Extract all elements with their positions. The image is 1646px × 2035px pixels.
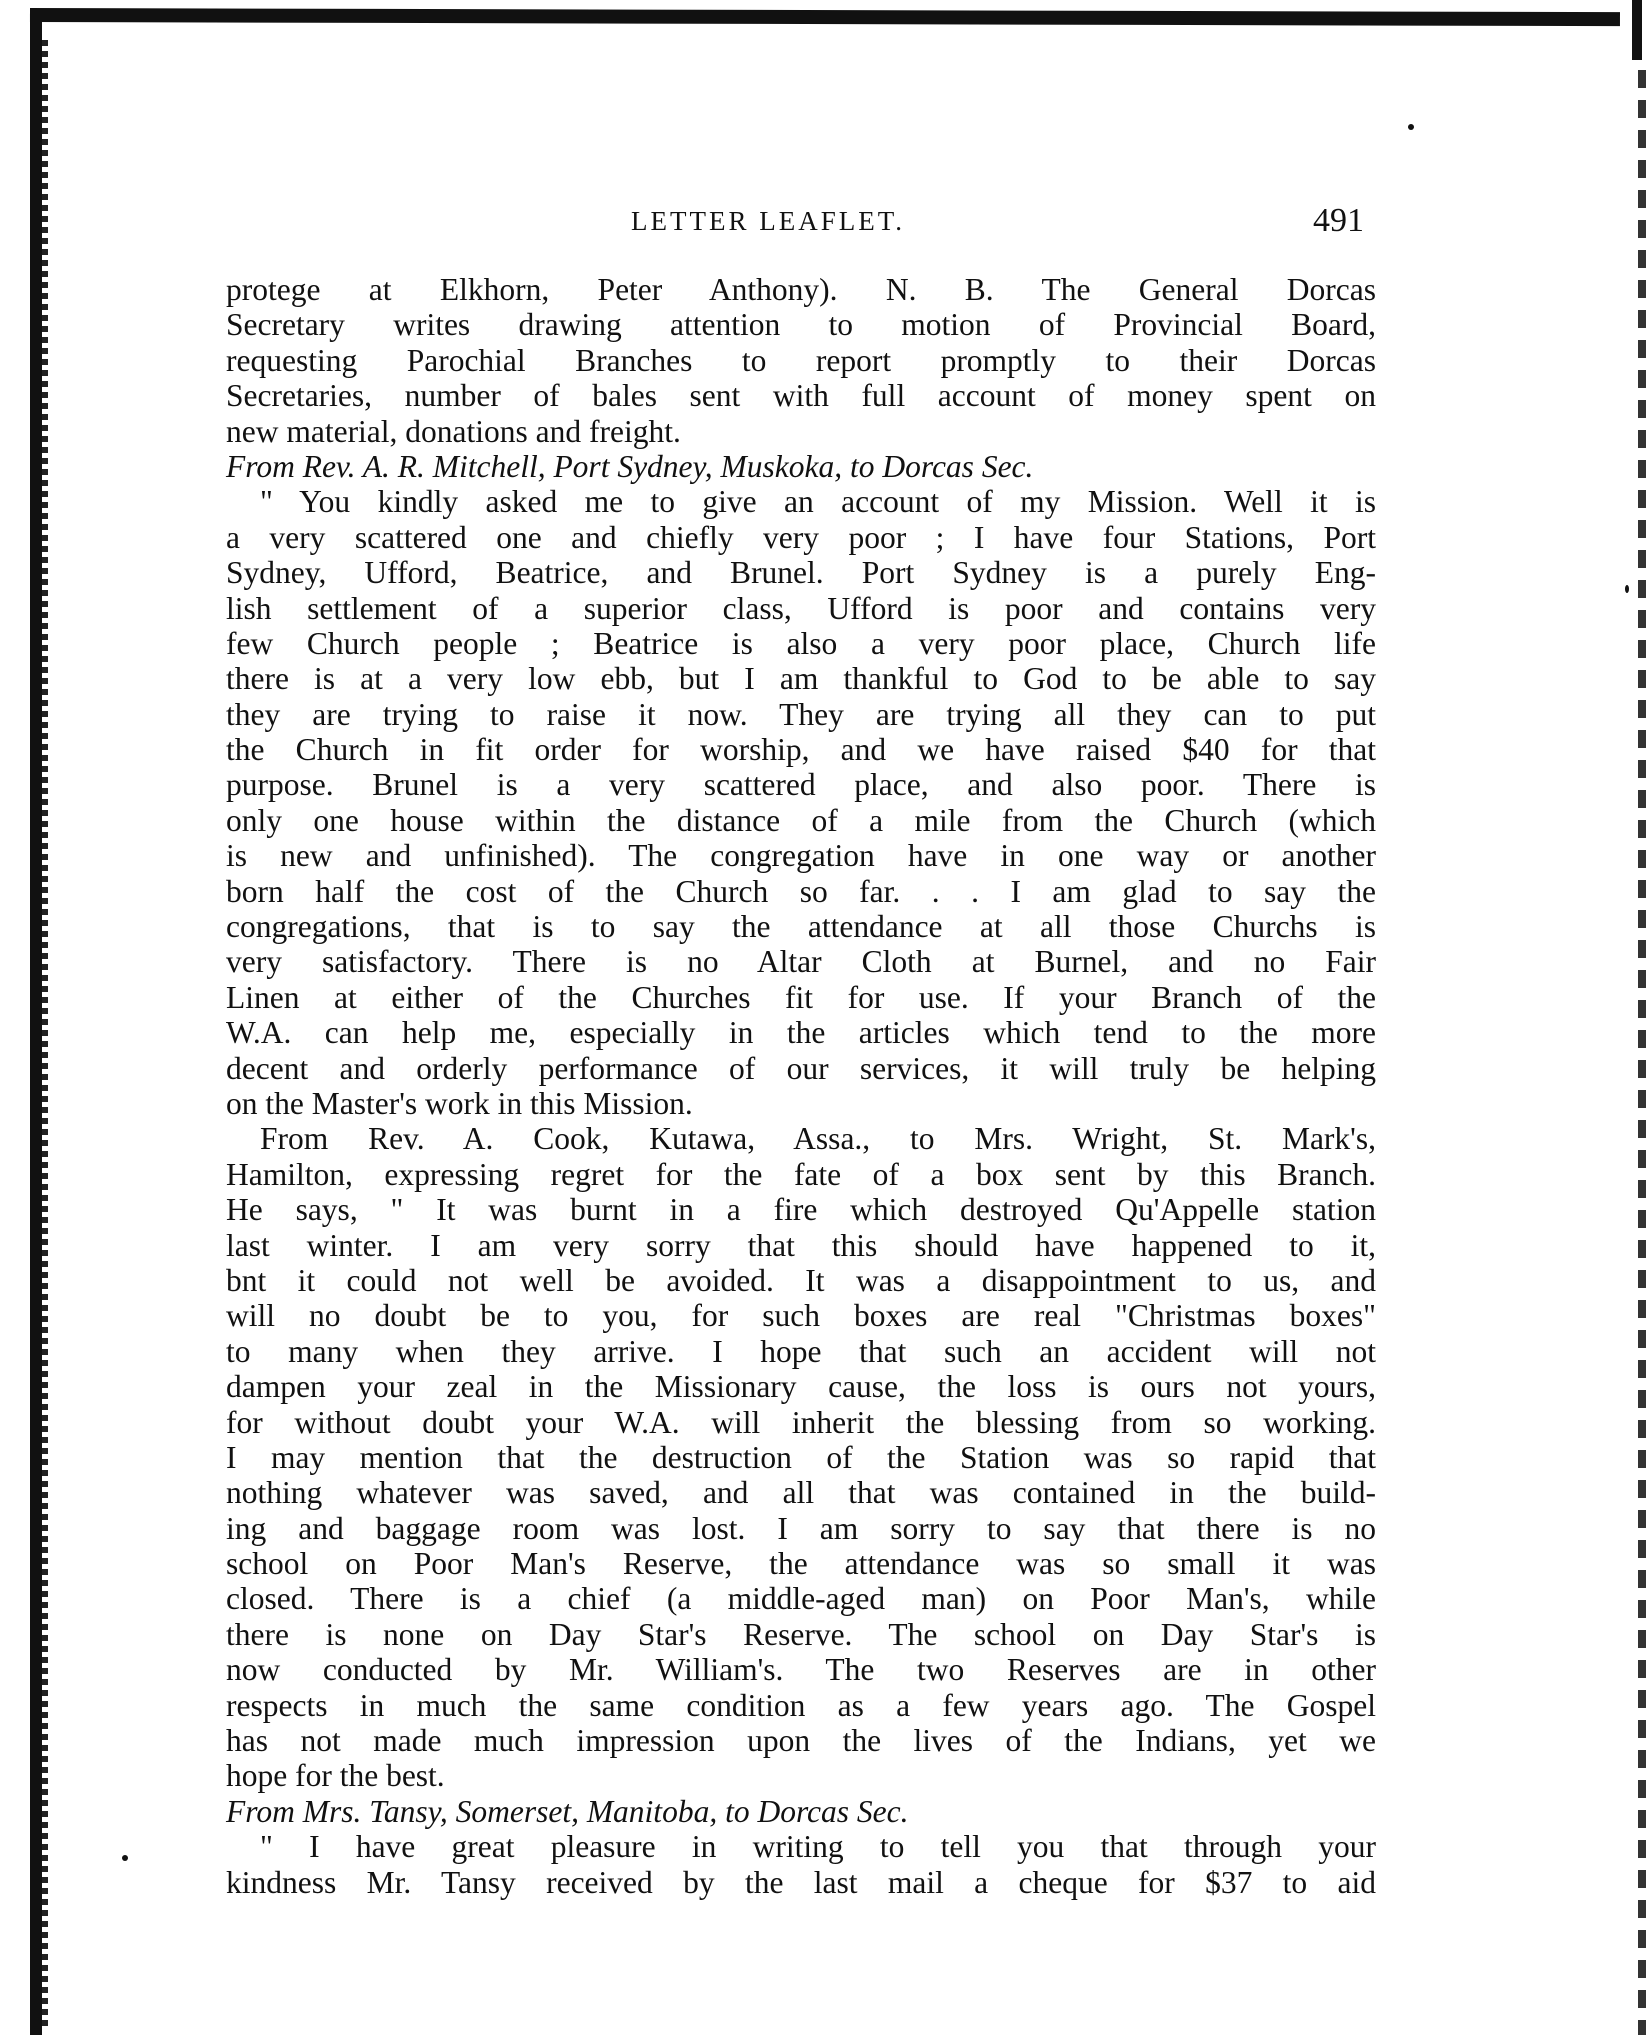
text-line: nothing whatever was saved, and all that was contained in the build- [226, 1475, 1376, 1511]
page-body [226, 272, 1376, 1900]
scan-border-left-ragged [42, 40, 48, 2030]
letter-heading: From Mrs. Tansy, Somerset, Manitoba, to Dorcas Sec. [226, 1793, 909, 1829]
text-line: there is at a very low ebb, but I am thankful to God to be able to say [226, 661, 1376, 697]
text-line: Secretary writes drawing attention to motion of Provincial Board, [226, 307, 1376, 343]
text-line: decent and orderly performance of our services, it will truly be helping [226, 1050, 1376, 1086]
text-line: congregations, that is to say the attendance at all those Churchs is [226, 909, 1376, 945]
page-number: 491 [1313, 202, 1364, 239]
text-line: is new and unfinished). The congregation have in one way or another [226, 838, 1376, 874]
text-line: bnt it could not well be avoided. It was a disappointment to us, and [226, 1262, 1376, 1298]
text-line: " I have great pleasure in writing to tell you that through your [260, 1829, 1376, 1865]
text-line: to many when they arrive. I hope that such an accident will not [226, 1333, 1376, 1369]
text-line: for without doubt your W.A. will inherit the blessing from so working. [226, 1404, 1376, 1440]
text-line: very satisfactory. There is no Altar Cloth at Burnel, and no Fair [226, 944, 1376, 980]
letter-heading: From Rev. A. R. Mitchell, Port Sydney, Muskoka, to Dorcas Sec. [226, 448, 1034, 484]
text-line: they are trying to raise it now. They are trying all they can to put [226, 696, 1376, 732]
text-line: requesting Parochial Branches to report promptly to their Dorcas [226, 342, 1376, 378]
text-line: protege at Elkhorn, Peter Anthony). N. B. The General Dorcas [226, 272, 1376, 307]
text-line: I may mention that the destruction of the Station was so rapid that [226, 1439, 1376, 1475]
text-line: there is none on Day Star's Reserve. The school on Day Star's is [226, 1616, 1376, 1652]
text-line: born half the cost of the Church so far. . . I am glad to say the [226, 873, 1376, 909]
text-line: Sydney, Ufford, Beatrice, and Brunel. Port Sydney is a purely Eng- [226, 555, 1376, 591]
scan-speck [122, 1855, 128, 1861]
text-line: lish settlement of a superior class, Ufford is poor and contains very [226, 590, 1376, 626]
text-line: Hamilton, expressing regret for the fate of a box sent by this Branch. [226, 1156, 1376, 1192]
text-line: Linen at either of the Churches fit for use. If your Branch of the [226, 979, 1376, 1015]
text-line: Secretaries, number of bales sent with full account of money spent on [226, 378, 1376, 414]
scan-speck [1408, 124, 1414, 130]
text-line: dampen your zeal in the Missionary cause, the loss is ours not yours, [226, 1369, 1376, 1405]
scan-speck [1625, 585, 1629, 593]
text-line: ing and baggage room was lost. I am sorry to say that there is no [226, 1510, 1376, 1546]
text-line: will no doubt be to you, for such boxes are real "Christmas boxes" [226, 1298, 1376, 1334]
text-line: new material, donations and freight. [226, 413, 681, 449]
text-line: hope for the best. [226, 1758, 445, 1794]
text-line: respects in much the same condition as a few years ago. The Gospel [226, 1687, 1376, 1723]
text-line: He says, " It was burnt in a fire which destroyed Qu'Appelle station [226, 1192, 1376, 1228]
text-line: purpose. Brunel is a very scattered place, and also poor. There is [226, 767, 1376, 803]
running-head [226, 202, 1376, 246]
text-line: has not made much impression upon the lives of the Indians, yet we [226, 1723, 1376, 1759]
text-line: closed. There is a chief (a middle-aged man) on Poor Man's, while [226, 1581, 1376, 1617]
text-line: last winter. I am very sorry that this should have happened to it, [226, 1227, 1376, 1263]
text-line: the Church in fit order for worship, and we have raised $40 for that [226, 732, 1376, 768]
text-line: " You kindly asked me to give an account of my Mission. Well it is [260, 484, 1376, 520]
text-line: From Rev. A. Cook, Kutawa, Assa., to Mrs. Wright, St. Mark's, [260, 1121, 1376, 1157]
text-line: W.A. can help me, especially in the articles which tend to the more [226, 1015, 1376, 1051]
running-title: LETTER LEAFLET. [631, 206, 905, 236]
scan-border-corner [1632, 0, 1642, 60]
text-line: school on Poor Man's Reserve, the attendance was so small it was [226, 1546, 1376, 1582]
text-line: now conducted by Mr. William's. The two Reserves are in other [226, 1652, 1376, 1688]
scan-border-top [30, 8, 1620, 26]
text-line: kindness Mr. Tansy received by the last mail a cheque for $37 to aid [226, 1864, 1376, 1900]
scan-border-right [1638, 70, 1646, 2035]
text-line: a very scattered one and chiefly very poor ; I have four Stations, Port [226, 519, 1376, 555]
text-line: few Church people ; Beatrice is also a very poor place, Church life [226, 625, 1376, 661]
scan-border-left [30, 22, 42, 2035]
text-line: only one house within the distance of a mile from the Church (which [226, 802, 1376, 838]
text-line: on the Master's work in this Mission. [226, 1085, 693, 1121]
